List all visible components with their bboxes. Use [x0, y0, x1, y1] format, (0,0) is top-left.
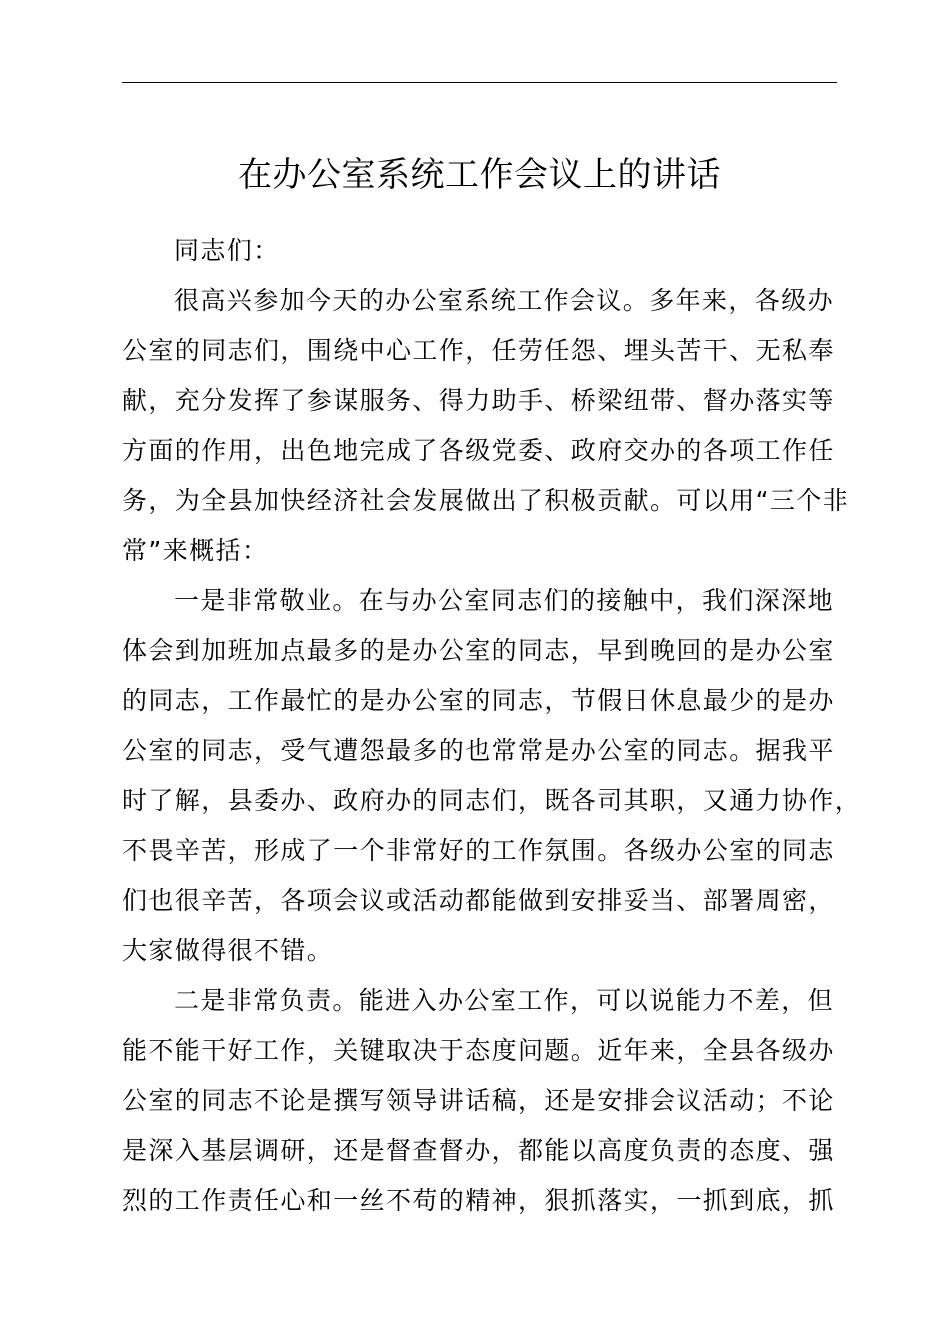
text-line: 体会到加班加点最多的是办公室的同志，早到晚回的是办公室 — [122, 636, 835, 665]
text-line: 献，充分发挥了参谋服务、得力助手、桥梁纽带、督办落实等 — [122, 386, 835, 415]
header-rule — [122, 82, 837, 83]
text-line: 务，为全县加快经济社会发展做出了积极贡献。可以用“三个非 — [122, 486, 850, 515]
text-line: 二是非常负责。能进入办公室工作，可以说能力不差，但 — [174, 986, 835, 1015]
text-line: 不畏辛苦，形成了一个非常好的工作氛围。各级办公室的同志 — [122, 836, 835, 865]
document-title: 在办公室系统工作会议上的讲话 — [238, 155, 721, 195]
text-line: 的同志，工作最忙的是办公室的同志，节假日休息最少的是办 — [122, 686, 835, 715]
text-line: 时了解，县委办、政府办的同志们，既各司其职，又通力协作， — [122, 786, 862, 815]
text-line: 常”来概括： — [122, 536, 269, 565]
text-line: 烈的工作责任心和一丝不苟的精神，狠抓落实，一抓到底，抓 — [122, 1186, 835, 1215]
text-line: 一是非常敬业。在与办公室同志们的接触中，我们深深地 — [174, 586, 835, 615]
document-body — [122, 226, 862, 1226]
text-line: 同志们： — [174, 236, 280, 265]
text-line: 公室的同志们，围绕中心工作，任劳任怨、埋头苦干、无私奉 — [122, 336, 835, 365]
text-line: 公室的同志，受气遭怨最多的也常常是办公室的同志。据我平 — [122, 736, 835, 765]
text-line: 大家做得很不错。 — [122, 936, 334, 965]
text-line: 很高兴参加今天的办公室系统工作会议。多年来，各级办 — [174, 286, 835, 315]
text-line: 公室的同志不论是撰写领导讲话稿，还是安排会议活动；不论 — [122, 1086, 835, 1115]
text-line: 是深入基层调研，还是督查督办，都能以高度负责的态度、强 — [122, 1136, 835, 1165]
text-line: 们也很辛苦，各项会议或活动都能做到安排妥当、部署周密， — [122, 886, 835, 915]
text-line: 能不能干好工作，关键取决于态度问题。近年来，全县各级办 — [122, 1036, 835, 1065]
text-line: 方面的作用，出色地完成了各级党委、政府交办的各项工作任 — [122, 436, 835, 465]
